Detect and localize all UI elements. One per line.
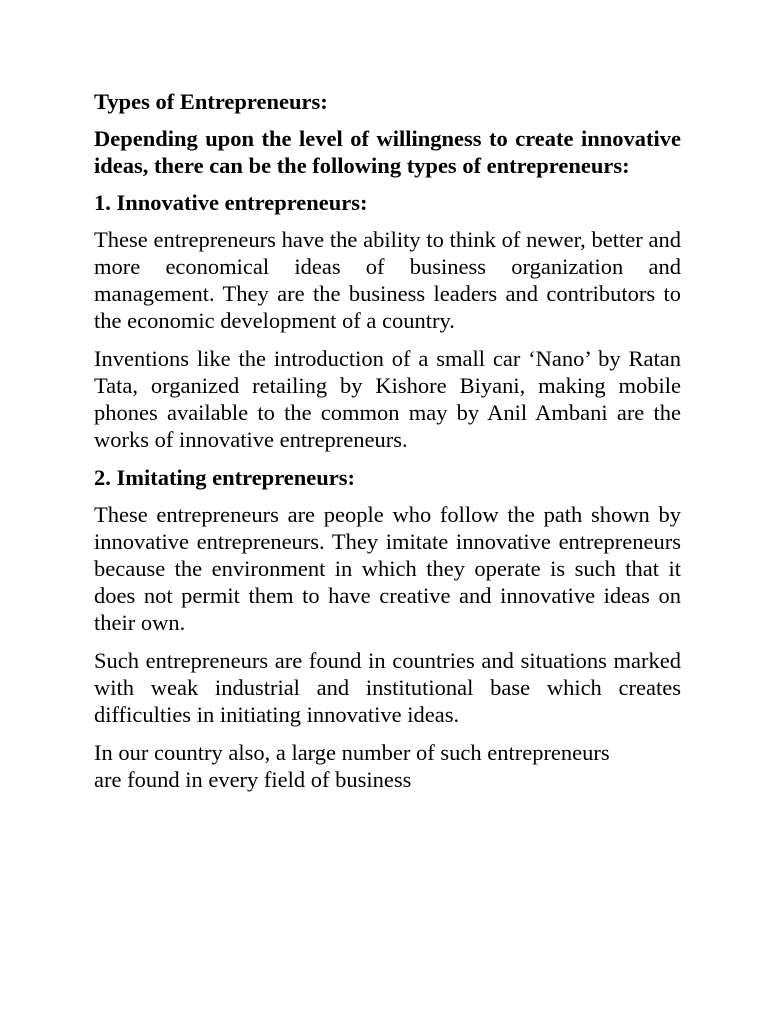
document-title: Types of Entrepreneurs: (94, 89, 328, 114)
paragraph: Such entrepreneurs are found in countries and situations marked with weak industrial and institutional base which creates difficulties in initiating innovative ideas. (94, 648, 681, 727)
document-page (94, 88, 681, 804)
paragraph: These entrepreneurs have the ability to think of newer, better and more economical ideas of business organization and management. They are the business leaders and contributors to the economic development of a country. (94, 227, 681, 333)
intro-paragraph: Depending upon the level of willingness to create innovative ideas, there can be the following types of entrepreneurs: (94, 126, 681, 178)
section-heading-innovative: 1. Innovative entrepreneurs: (94, 190, 368, 215)
paragraph: Inventions like the introduction of a small car ‘Nano’ by Ratan Tata, organized retailing by Kishore Biyani, making mobile phones available to the common may by Anil Ambani are the works of innovative entrepreneurs. (94, 346, 681, 452)
section-heading-imitating: 2. Imitating entrepreneurs: (94, 465, 356, 490)
paragraph: These entrepreneurs are people who follow the path shown by innovative entrepreneurs. They imitate innovative entrepreneurs because the environment in which they operate is such that it does not permit them to have creative and innovative ideas on their own. (94, 502, 681, 635)
paragraph: In our country also, a large number of such entrepreneurs are found in every field of business (94, 740, 610, 792)
